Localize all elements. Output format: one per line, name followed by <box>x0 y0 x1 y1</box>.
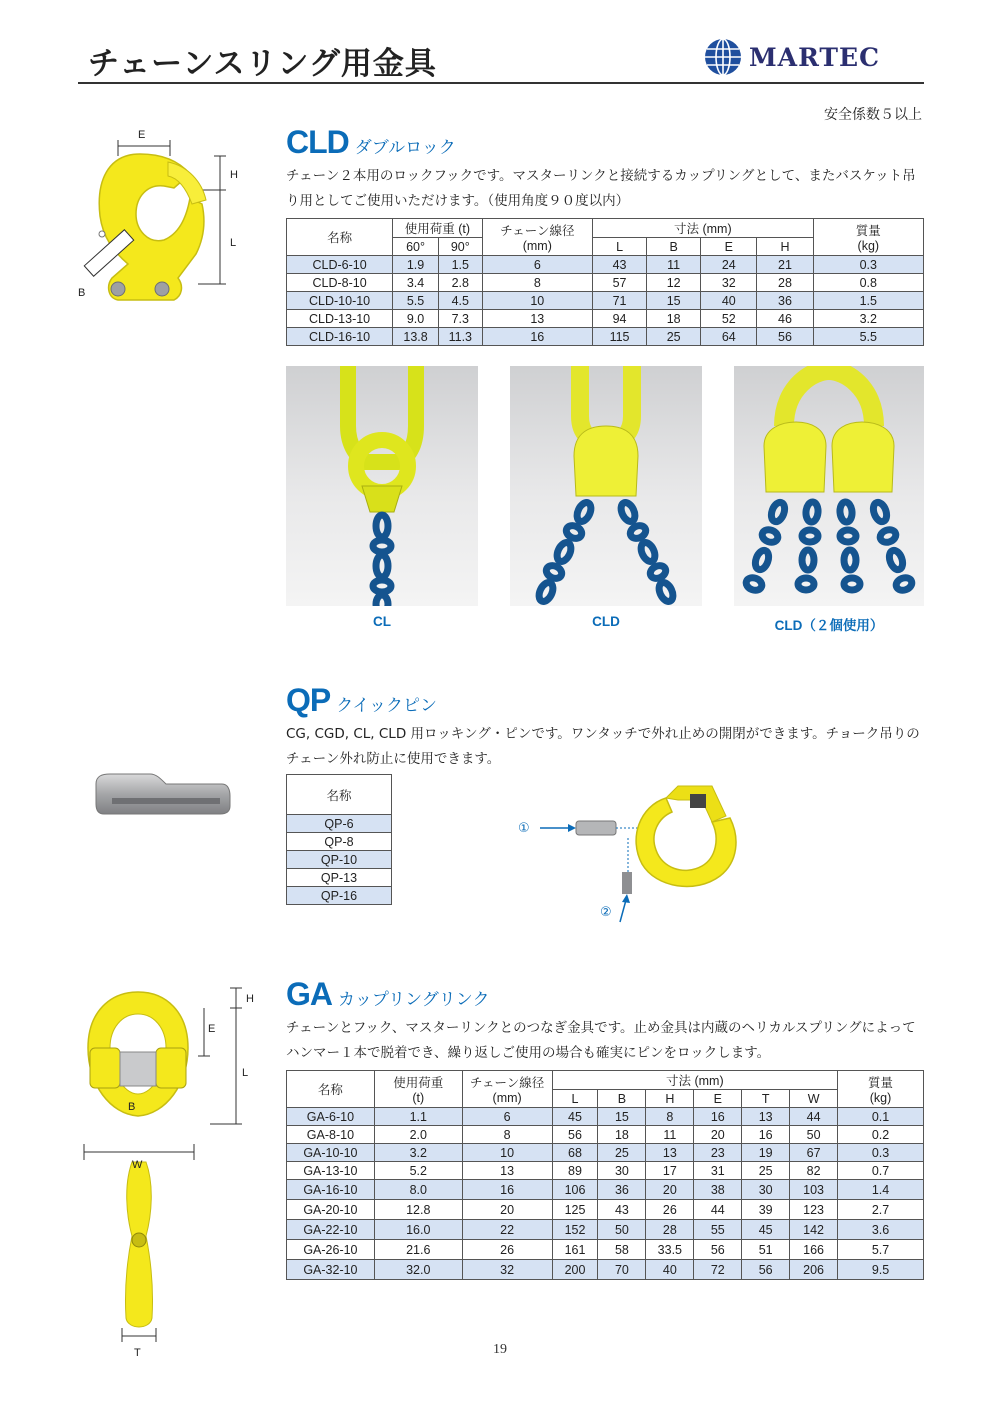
page-number: 19 <box>493 1342 507 1357</box>
qp-spec-table <box>286 774 392 905</box>
qp-section-heading <box>286 682 437 719</box>
step-1-label: ① <box>518 821 530 836</box>
col-dim-e: E <box>694 1090 742 1108</box>
cld-description: チェーン２本用のロックフックです。マスターリンクと接続するカップリングとして、またバスケット吊り用としてご使用いただけます。（使用角度９０度以内） <box>286 168 916 209</box>
photo-caption-cld: CLD <box>592 614 620 629</box>
dim-label-l: L <box>242 1067 249 1079</box>
table-row: CLD-16-10 13.8 11.3 16 115 25 64 56 5.5 <box>287 328 924 346</box>
photo-cl <box>286 366 478 606</box>
table-row: GA-20-10 12.8 20 125 43 26 44 39 123 2.7 <box>287 1200 924 1220</box>
step-2-label: ② <box>600 905 612 920</box>
brand-logo <box>703 36 913 78</box>
col-dim-l: L <box>592 238 646 256</box>
col-dim-h: H <box>757 238 813 256</box>
photo-caption-cld-double: CLD（２個使用） <box>774 618 884 633</box>
col-dim-t: T <box>742 1090 790 1108</box>
dim-label-h: H <box>230 169 238 181</box>
brand-name: MARTEC <box>749 42 880 72</box>
photo-caption-cl: CL <box>373 614 391 629</box>
col-dim-b: B <box>598 1090 646 1108</box>
col-mass: 質量 (kg) <box>838 1071 924 1108</box>
cld-dimension-diagram <box>78 126 258 316</box>
col-name: 名称 <box>287 775 392 815</box>
qp-description: CG, CGD, CL, CLD 用ロッキング・ピンです。ワンタッチで外れ止めの開閉ができます。チョーク吊りのチェーン外れ防止に使用できます。 <box>286 726 920 767</box>
col-name: 名称 <box>287 1071 375 1108</box>
col-load: 使用荷重 (t) <box>374 1071 462 1108</box>
ga-spec-table <box>286 1070 924 1280</box>
dim-label-e: E <box>208 1023 216 1035</box>
dim-label-l: L <box>230 237 237 249</box>
col-dims: 寸法 (mm) <box>552 1071 838 1090</box>
col-dim-w: W <box>790 1090 838 1108</box>
photo-cld <box>510 366 702 606</box>
qp-installation-diagram <box>516 778 756 928</box>
header-divider <box>78 82 924 84</box>
table-row: QP-10 <box>287 851 392 869</box>
table-row: CLD-10-10 5.5 4.5 10 71 15 40 36 1.5 <box>287 292 924 310</box>
dim-label-b: B <box>128 1101 136 1113</box>
cld-spec-table <box>286 218 924 346</box>
table-row: CLD-13-10 9.0 7.3 13 94 18 52 46 3.2 <box>287 310 924 328</box>
table-row: QP-16 <box>287 887 392 905</box>
ga-section-heading <box>286 976 489 1013</box>
col-chain: チェーン線径 (mm) <box>482 219 592 256</box>
table-row: QP-13 <box>287 869 392 887</box>
cld-section-heading <box>286 124 456 161</box>
table-row: GA-8-10 2.0 8 56 18 11 20 16 50 0.2 <box>287 1126 924 1144</box>
col-mass: 質量 (kg) <box>813 219 923 256</box>
col-load-60: 60° <box>393 238 439 256</box>
dim-label-h: H <box>246 993 254 1005</box>
col-load: 使用荷重 (t) <box>393 219 483 238</box>
dim-label-b: B <box>78 287 86 299</box>
table-row: GA-16-10 8.0 16 106 36 20 38 30 103 1.4 <box>287 1180 924 1200</box>
table-row: GA-10-10 3.2 10 68 25 13 23 19 67 0.3 <box>287 1144 924 1162</box>
qp-code: QP <box>286 682 331 718</box>
col-dim-e: E <box>701 238 757 256</box>
table-row: QP-6 <box>287 815 392 833</box>
col-chain: チェーン線径 (mm) <box>462 1071 552 1108</box>
qp-name: クイックピン <box>336 696 438 716</box>
dim-label-t: T <box>134 1347 141 1359</box>
quick-pin-image <box>90 770 232 820</box>
col-load-90: 90° <box>438 238 482 256</box>
ga-code: GA <box>286 976 332 1012</box>
page-title: チェーンスリング用金具 <box>88 46 437 82</box>
col-name: 名称 <box>287 219 393 256</box>
safety-factor-note: 安全係数５以上 <box>824 107 922 123</box>
col-dims: 寸法 (mm) <box>592 219 813 238</box>
table-row: QP-8 <box>287 833 392 851</box>
table-row: GA-22-10 16.0 22 152 50 28 55 45 142 3.6 <box>287 1220 924 1240</box>
cld-code: CLD <box>286 124 349 160</box>
photo-cld-double <box>734 366 924 606</box>
table-row: GA-13-10 5.2 13 89 30 17 31 25 82 0.7 <box>287 1162 924 1180</box>
table-row: GA-26-10 21.6 26 161 58 33.5 56 51 166 5.7 <box>287 1240 924 1260</box>
ga-dimension-diagram <box>70 984 260 1360</box>
table-row: GA-32-10 32.0 32 200 70 40 72 56 206 9.5 <box>287 1260 924 1280</box>
table-row: GA-6-10 1.1 6 45 15 8 16 13 44 0.1 <box>287 1108 924 1126</box>
col-dim-l: L <box>552 1090 598 1108</box>
col-dim-h: H <box>646 1090 694 1108</box>
table-row: CLD-6-10 1.9 1.5 6 43 11 24 21 0.3 <box>287 256 924 274</box>
cld-name: ダブルロック <box>354 138 456 158</box>
ga-description: チェーンとフック、マスターリンクとのつなぎ金具です。止め金具は内蔵のヘリカルスプリングによってハンマー１本で脱着でき、繰り返しご使用の場合も確実にピンをロックします。 <box>286 1020 916 1061</box>
col-dim-b: B <box>647 238 701 256</box>
table-row: CLD-8-10 3.4 2.8 8 57 12 32 28 0.8 <box>287 274 924 292</box>
dim-label-e: E <box>138 129 146 141</box>
globe-logo-icon <box>703 37 743 77</box>
ga-name: カップリングリンク <box>338 990 490 1010</box>
dim-label-w: W <box>132 1159 143 1171</box>
